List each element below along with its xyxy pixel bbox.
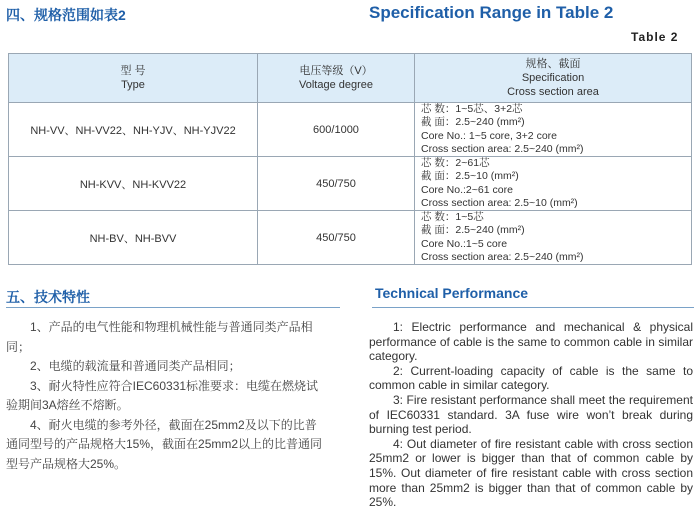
cn-paragraph: 2、电缆的载流量和普通同类产品相同；	[30, 359, 241, 373]
header-model-en: Type	[121, 79, 145, 91]
en-paragraph: 3: Fire resistant performance shall meet the requirement of IEC60331 standard. 3A fuse wire won’t break during burning test period.	[369, 392, 693, 437]
section4-title-cn: 四、规格范围如表2	[6, 7, 126, 23]
spec-line: 芯 数：2~61芯	[421, 157, 490, 170]
cell-model: NH-KVV、NH-KVV22	[9, 157, 258, 211]
divider-left	[6, 307, 340, 308]
spec-line: Core No.: 1~5 core, 3+2 core	[421, 129, 557, 142]
en-paragraph: 1: Electric performance and mechanical & physical performance of cable is the same to common cable in similar category.	[369, 320, 693, 364]
section5-title-cn: 五、技术特性	[6, 289, 90, 305]
spec-table	[8, 53, 692, 265]
spec-line: Cross section area: 2.5~240 (mm²)	[421, 142, 584, 155]
spec-line: 芯 数：1~5芯	[421, 211, 484, 224]
divider-right	[372, 307, 694, 308]
cell-spec	[415, 211, 692, 265]
spec-line: 截 面：2.5~240 (mm²)	[421, 224, 525, 237]
spec-line: 截 面：2.5~10 (mm²)	[421, 170, 519, 183]
header-spec-en2: Cross section area	[507, 86, 599, 98]
section4-title-en: Specification Range in Table 2	[369, 3, 614, 22]
cell-voltage: 450/750	[258, 157, 415, 211]
cell-spec	[415, 103, 692, 157]
cell-spec	[415, 157, 692, 211]
header-voltage-en: Voltage degree	[298, 79, 373, 91]
section5-title-en: Technical Performance	[375, 285, 529, 301]
header-voltage-cn: 电压等级（V）	[299, 65, 373, 77]
header-spec-cn: 规格、截面	[525, 58, 581, 70]
cell-voltage: 600/1000	[258, 103, 415, 157]
cell-model: NH-BV、NH-BVV	[9, 211, 258, 265]
cell-model: NH-VV、NH-VV22、NH-YJV、NH-YJV22	[9, 103, 258, 157]
table-label: Table 2	[631, 30, 679, 44]
spec-line: Cross section area: 2.5~240 (mm²)	[421, 250, 584, 263]
cn-body	[6, 318, 328, 474]
header-voltage	[258, 54, 415, 103]
spec-line: Core No.:2~61 core	[421, 183, 513, 196]
spec-line: 截 面：2.5~240 (mm²)	[421, 116, 525, 129]
spec-line: Core No.:1~5 core	[421, 237, 508, 250]
spec-line: 芯 数：1~5芯、3+2芯	[421, 103, 523, 116]
cell-voltage: 450/750	[258, 211, 415, 265]
table-row	[9, 103, 692, 157]
en-body	[369, 320, 693, 510]
header-spec	[415, 54, 692, 103]
en-paragraph: 2: Current-loading capacity of cable is the same to common cable in similar category.	[369, 363, 693, 393]
header-spec-en1: Specification	[521, 72, 585, 84]
header-model	[9, 54, 258, 103]
cn-paragraph: 3、耐火特性应符合IEC60331标准要求：电缆在燃烧试验期间3A熔丝不熔断。	[6, 378, 319, 412]
table-row	[9, 211, 692, 265]
spec-line: Cross section area: 2.5~10 (mm²)	[421, 196, 578, 209]
header-model-cn: 型 号	[120, 65, 146, 77]
cn-paragraph: 1、产品的电气性能和物理机械性能与普通同类产品相同；	[6, 320, 313, 354]
en-paragraph: 4: Out diameter of fire resistant cable with cross section 25mm2 or lower is bigger than that of common cable by 15%. Out diameter of fire resistant cable with cross section more than 25mm2 is bigger than that of common cable by 25%.	[369, 436, 693, 510]
cn-paragraph: 4、耐火电缆的参考外径，截面在25mm2及以下的比普通同型号的产品规格大15%，截面在25mm2以上的比普通同型号产品规格大25%。	[6, 417, 323, 471]
table-header-row	[9, 54, 692, 103]
table-row	[9, 157, 692, 211]
